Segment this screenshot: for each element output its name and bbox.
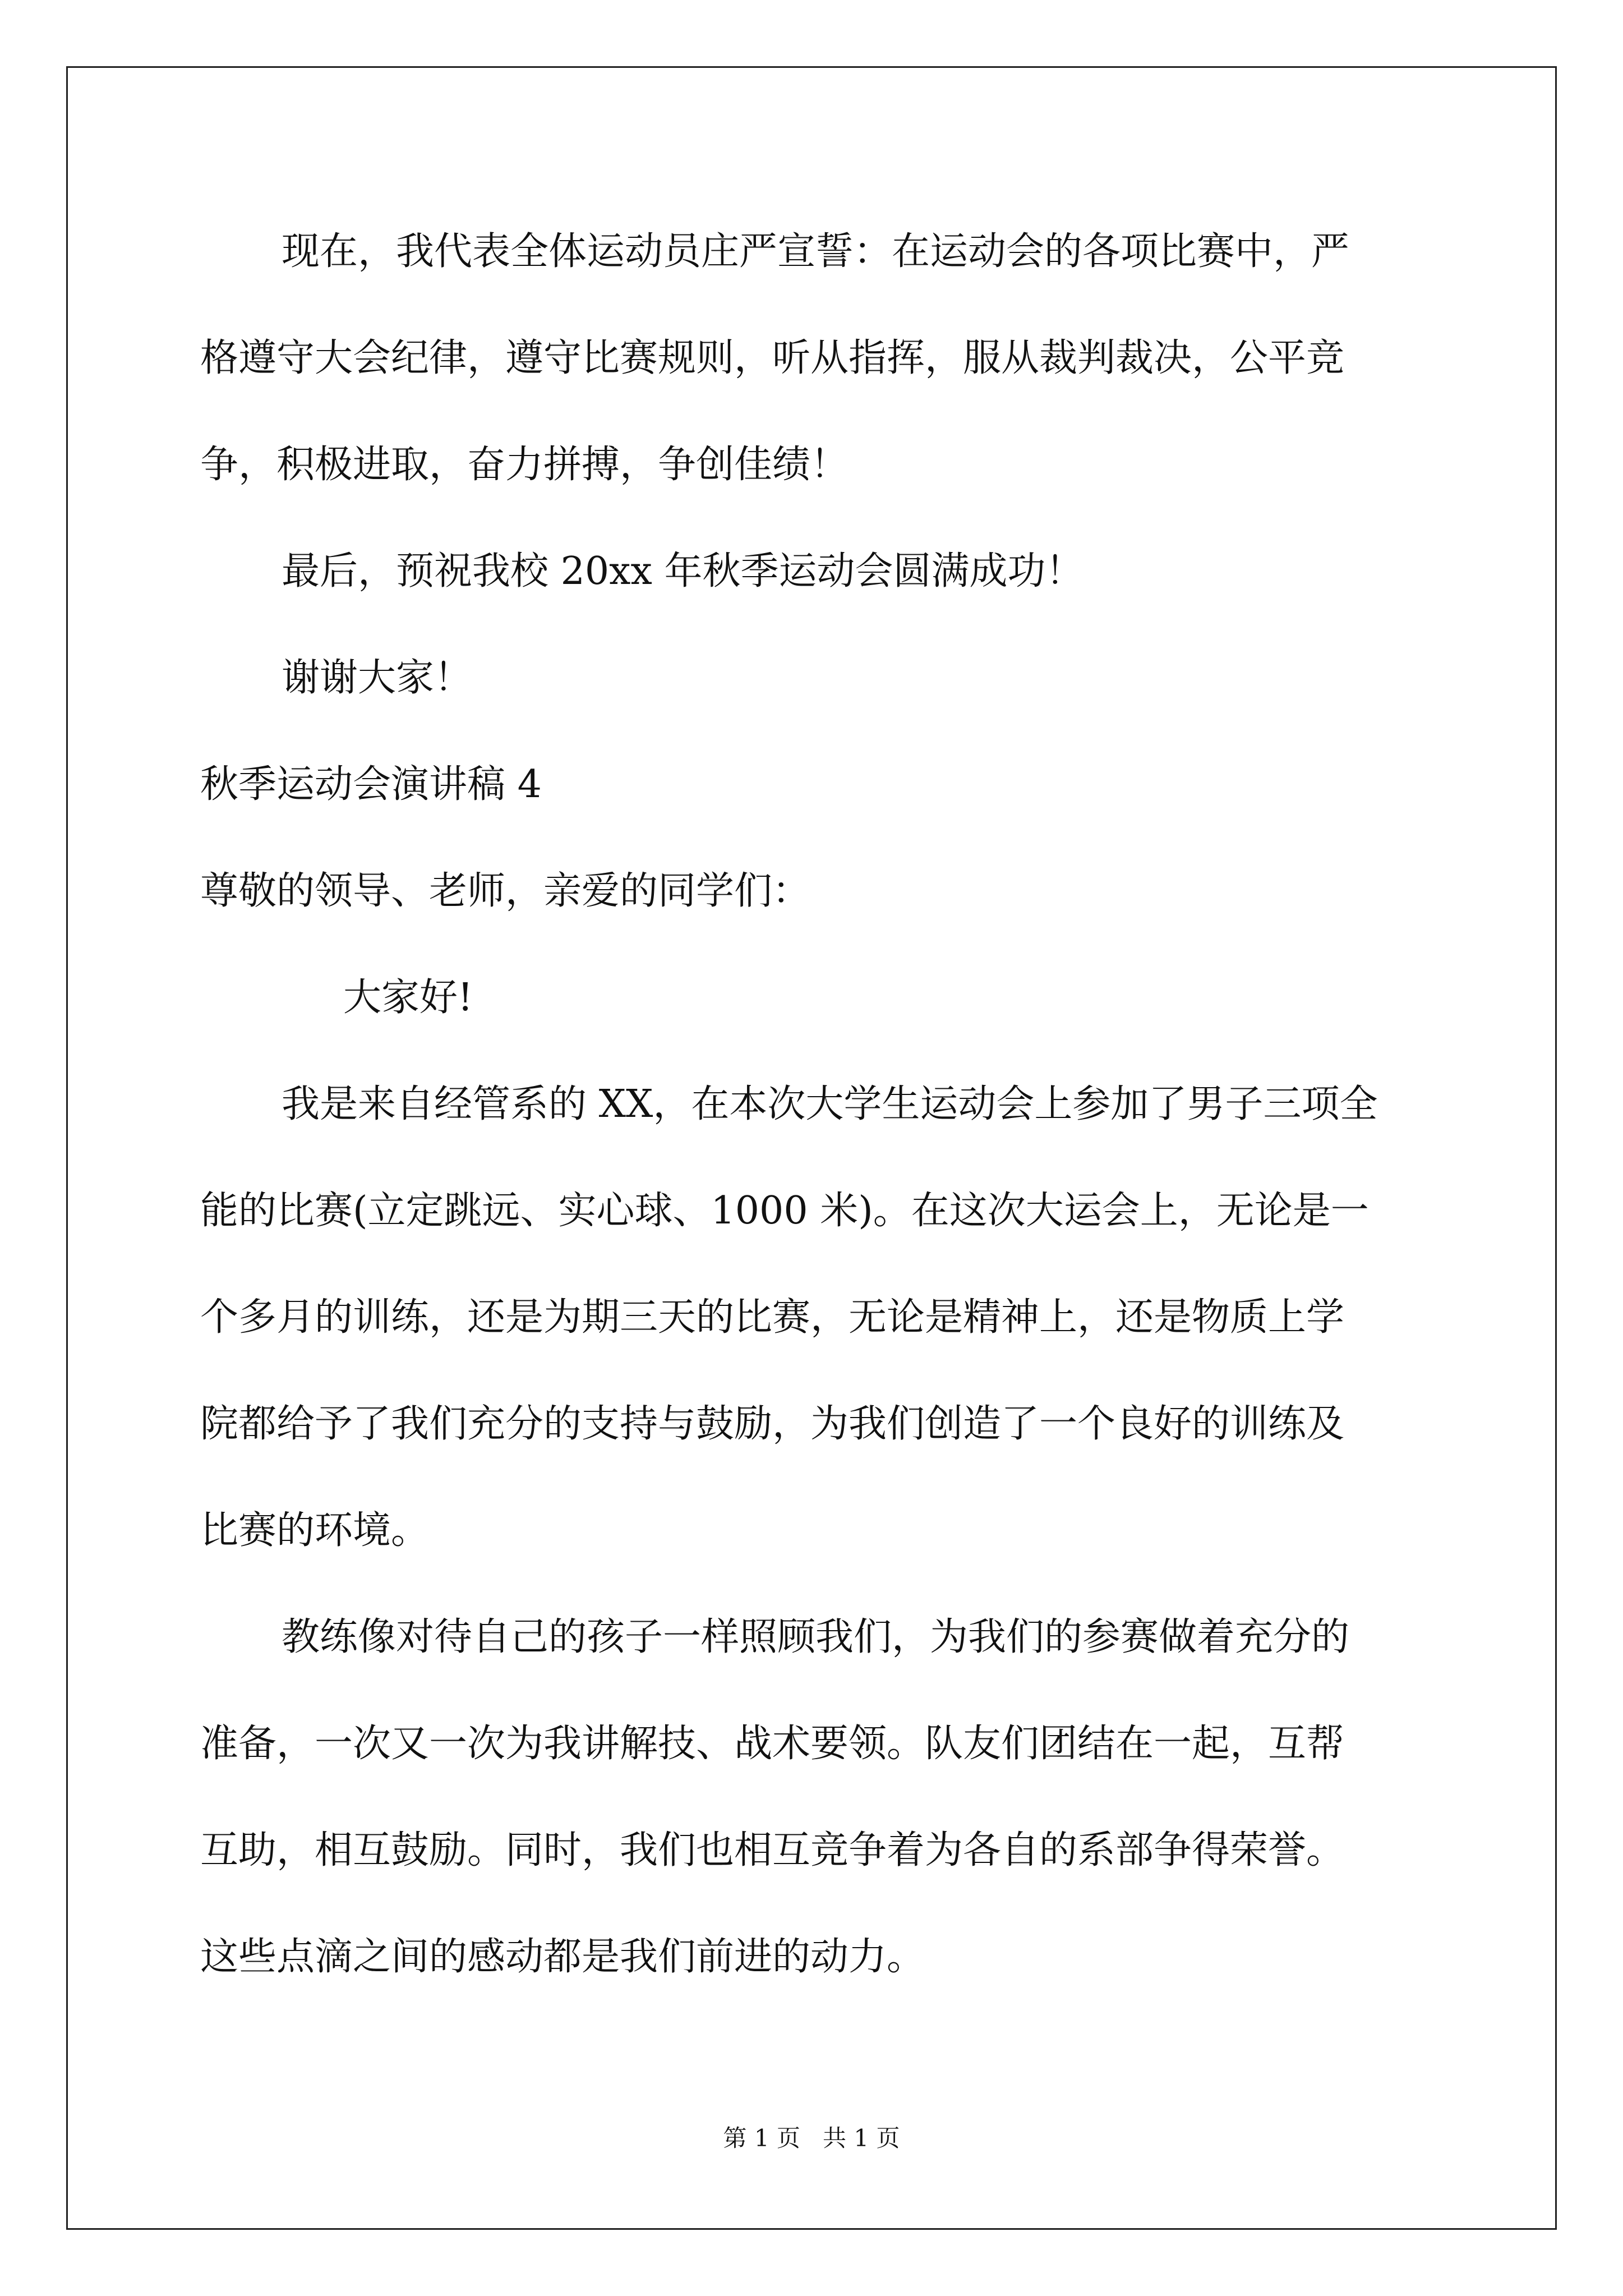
paragraph-intro-line-4: 院都给予了我们充分的支持与鼓励，为我们创造了一个良好的训练及 [200,1402,1345,1446]
paragraph-intro-line-1: 我是来自经管系的 XX，在本次大学生运动会上参加了男子三项全 [282,1082,1378,1126]
paragraph-oath-line-1: 现在，我代表全体运动员庄严宣誓：在运动会的各项比赛中，严 [282,229,1350,274]
paragraph-wish: 最后，预祝我校 20xx 年秋季运动会圆满成功！ [282,549,1084,593]
hello-line: 大家好! [343,976,473,1020]
paragraph-intro-line-5: 比赛的环境。 [200,1508,430,1553]
paragraph-intro-line-2: 能的比赛(立定跳远、实心球、1000 米)。在这次大运会上，无论是一 [200,1189,1369,1233]
paragraph-coach-line-4: 这些点滴之间的感动都是我们前进的动力。 [200,1935,925,1979]
paragraph-oath-line-2: 格遵守大会纪律，遵守比赛规则，听从指挥，服从裁判裁决，公平竞 [200,336,1345,380]
paragraph-coach-line-2: 准备，一次又一次为我讲解技、战术要领。队友们团结在一起，互帮 [200,1722,1345,1766]
paragraph-oath-line-3: 争，积极进取，奋力拼搏，争创佳绩！ [200,443,849,487]
section-title: 秋季运动会演讲稿 4 [200,762,542,807]
paragraph-thanks: 谢谢大家！ [282,656,473,700]
greeting-line: 尊敬的领导、老师，亲爱的同学们： [200,869,811,913]
page-border [66,66,1557,2230]
paragraph-coach-line-1: 教练像对待自己的孩子一样照顾我们，为我们的参赛做着充分的 [282,1615,1350,1659]
paragraph-intro-line-3: 个多月的训练，还是为期三天的比赛，无论是精神上，还是物质上学 [200,1295,1345,1340]
page-footer: 第 1 页 共 1 页 [723,2124,900,2152]
paragraph-coach-line-3: 互助，相互鼓励。同时，我们也相互竞争着为各自的系部争得荣誉。 [200,1828,1345,1872]
